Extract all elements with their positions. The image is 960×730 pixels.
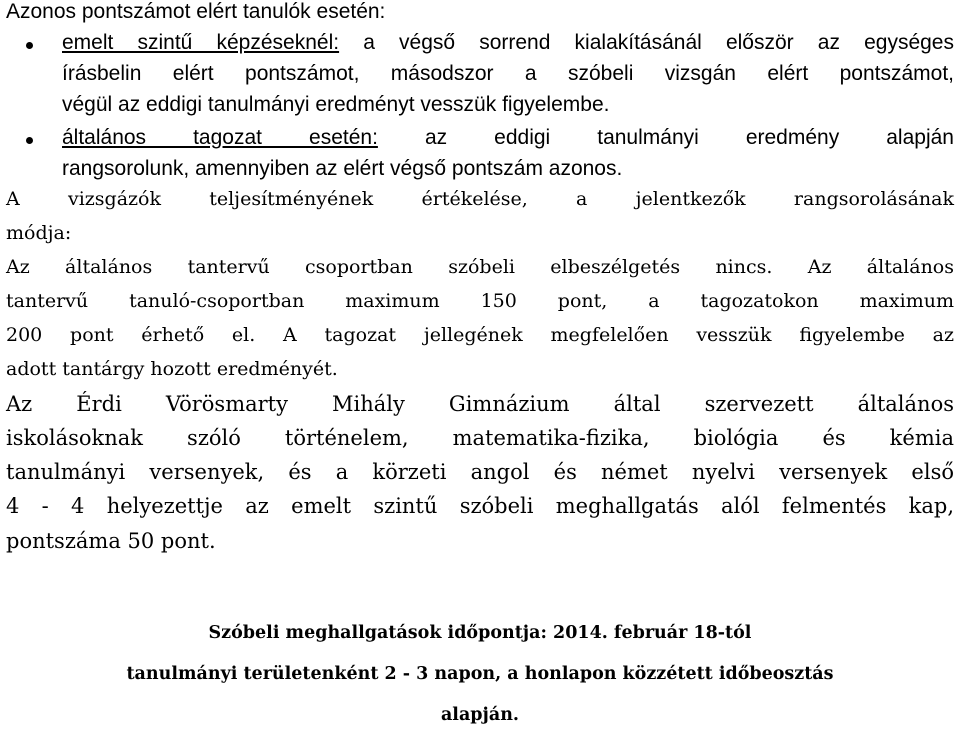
bullet-dot (26, 137, 33, 144)
para-1-line-2: módja: (6, 222, 72, 244)
footer-line-1: Szóbeli meghallgatások időpontja: 2014. február 18-tól (208, 623, 752, 643)
para-2-line-1: Az általános tantervű csoportban szóbeli elbeszélgetés nincs. Az általános (6, 256, 954, 278)
footer-line-3: alapján. (440, 705, 520, 725)
para-3-line-1: Az Érdi Vörösmarty Mihály Gimnázium által szervezett általános (6, 392, 954, 416)
footer-line-2: tanulmányi területenként 2 - 3 napon, a honlapon közzétett időbeosztás (126, 664, 834, 684)
para-1-line-1: A vizsgázók teljesítményének értékelése, a jelentkezők rangsorolásának (6, 188, 954, 210)
para-3-line-2: iskolásoknak szóló történelem, matematika-fizika, biológia és kémia (6, 426, 954, 450)
bullet-2-line-2: rangsorolunk, amennyiben az elért végső pontszám azonos. (62, 157, 623, 180)
bullet-1-term: emelt szintű képzéseknél: (62, 31, 340, 54)
para-3-line-5: pontszáma 50 pont. (6, 529, 216, 553)
bullet-1-line-2: írásbelin elért pontszámot, másodszor a szóbeli vizsgán elért pontszámot, (62, 62, 954, 85)
para-3-line-3: tanulmányi versenyek, és a körzeti angol és német nyelvi versenyek első (6, 460, 954, 484)
bullet-1-text: a végső sorrend kialakításánál először az egységes (339, 31, 954, 54)
para-3-line-4: 4 - 4 helyezettje az emelt szintű szóbeli meghallgatás alól felmentés kap, (6, 494, 954, 518)
bullet-2-line-1 (62, 126, 954, 150)
bullet-2-text: az eddigi tanulmányi eredmény alapján (377, 126, 954, 149)
bullet-2-term: általános tagozat esetén: (62, 126, 378, 149)
para-2-line-2: tantervű tanuló-csoportban maximum 150 pont, a tagozatokon maximum (6, 290, 954, 312)
bullet-1-line-3: végül az eddigi tanulmányi eredményt vesszük figyelembe. (62, 93, 610, 116)
bullet-1-line-1 (62, 31, 954, 55)
para-2-line-4: adott tantárgy hozott eredményét. (6, 358, 338, 380)
intro-line: Azonos pontszámot elért tanulók esetén: (6, 0, 386, 23)
bullet-dot (26, 42, 33, 49)
para-2-line-3: 200 pont érhető el. A tagozat jellegének megfelelően vesszük figyelembe az (6, 324, 954, 346)
